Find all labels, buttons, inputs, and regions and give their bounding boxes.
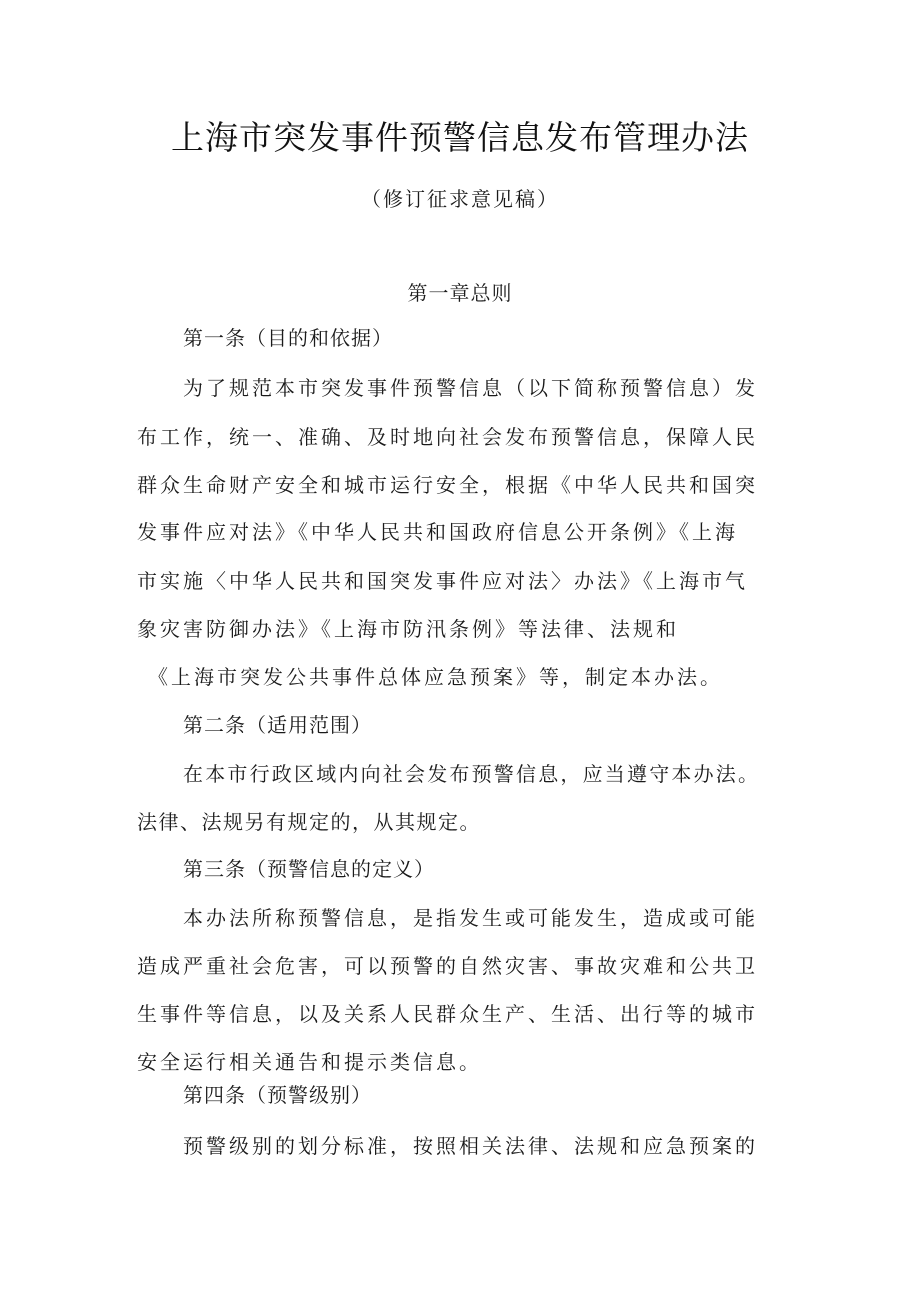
chapter-heading: 第一章总则 [407,281,513,305]
article-1-line: 布工作，统一、准确、及时地向社会发布预警信息，保障人民 [137,425,758,449]
article-3-line: 本办法所称预警信息，是指发生或可能发生，造成或可能 [183,906,758,930]
article-1-line: 为了规范本市突发事件预警信息（以下简称预警信息）发 [183,376,758,400]
article-1-line: 象灾害防御办法》《上海市防汛条例》等法律、法规和 [137,617,679,641]
article-1-line: 《上海市突发公共事件总体应急预案》等，制定本办法。 [148,665,723,689]
article-2-heading: 第二条（适用范围） [183,713,372,737]
article-1-line: 发事件应对法》《中华人民共和国政府信息公开条例》《上海 [137,520,738,544]
article-4-line: 预警级别的划分标准，按照相关法律、法规和应急预案的 [183,1134,758,1158]
article-4-heading: 第四条（预警级别） [183,1083,372,1107]
document-subtitle: （修订征求意见稿） [361,187,559,211]
article-3-line: 造成严重社会危害，可以预警的自然灾害、事故灾难和公共卫 [137,954,758,978]
article-2-line: 法律、法规另有规定的，从其规定。 [137,810,481,834]
article-2-line: 在本市行政区域内向社会发布预警信息，应当遵守本办法。 [183,762,761,786]
article-1-line: 群众生命财产安全和城市运行安全，根据《中华人民共和国突 [137,473,758,497]
article-3-line: 安全运行相关通告和提示类信息。 [137,1050,482,1074]
article-1-heading: 第一条（目的和依据） [183,326,393,350]
document-title: 上海市突发事件预警信息发布管理办法 [171,118,749,157]
article-3-heading: 第三条（预警信息的定义） [183,857,435,881]
article-1-line: 市实施〈中华人民共和国突发事件应对法〉办法》《上海市气 [137,569,748,593]
article-3-line: 生事件等信息，以及关系人民群众生产、生活、出行等的城市 [137,1002,758,1026]
